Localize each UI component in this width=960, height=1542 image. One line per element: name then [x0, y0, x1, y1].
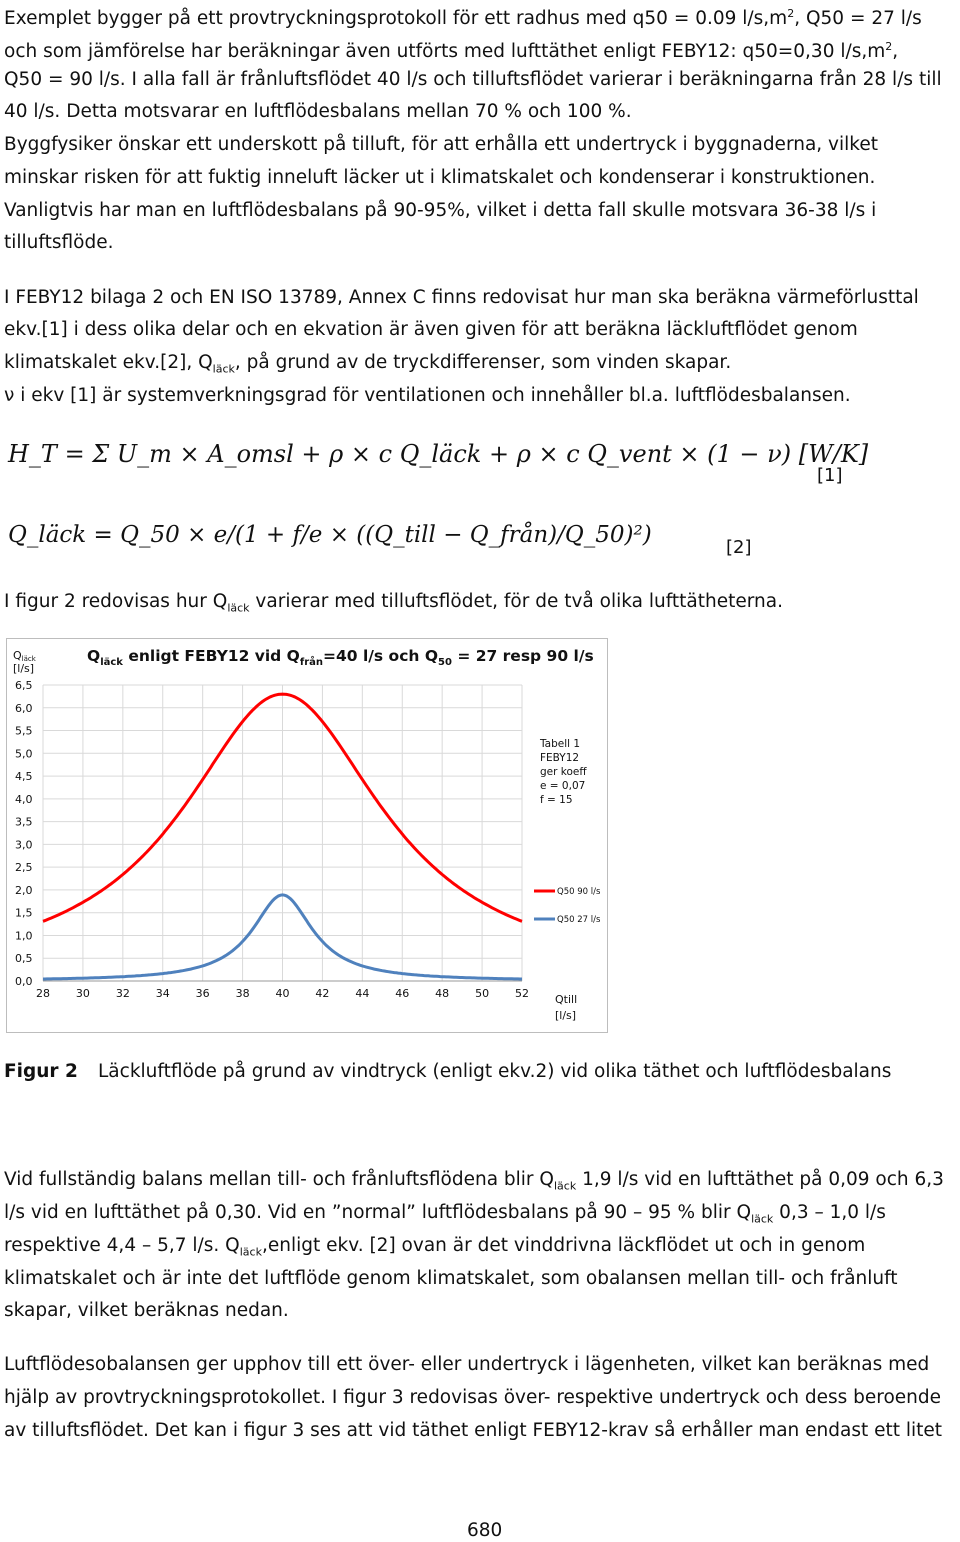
- x-tick-label: 34: [155, 987, 170, 1000]
- paragraph-2-line-3: Vanligtvis har man en luftflödesbalans på 90-95%, vilket i detta fall skulle motsvara 36-38 l/s i: [4, 200, 877, 221]
- text-segment: ,enligt ekv. [2] ovan är det vinddrivna läckflödet ut och in genom: [261, 1235, 866, 1256]
- x-tick-label: 38: [235, 987, 250, 1000]
- text-segment: respektive 4,4 – 5,7 l/s. Q: [4, 1235, 240, 1256]
- legend-label: Q50 27 l/s: [557, 915, 601, 925]
- chart-ticks: [15, 679, 529, 1000]
- subscript: läck: [212, 362, 235, 376]
- chart-grid: [43, 685, 522, 981]
- text-segment: , Q50 = 27 l/s: [794, 8, 922, 30]
- legend-label: Q50 90 l/s: [557, 887, 601, 897]
- paragraph-6-line-3: av tilluftsflödet. Det kan i figur 3 ses att vid täthet enligt FEBY12-krav så erhåller man endast ett litet: [4, 1420, 943, 1441]
- text-segment: och som jämförelse har beräkningar även utförts med lufttäthet enligt FEBY12: q50=0,30 l/s,m: [4, 41, 886, 63]
- paragraph-5-line-4: klimatskalet och är inte det luftflöde genom klimatskalet, som obalansen mellan till- och frånluft: [4, 1268, 898, 1289]
- subscript: läck: [227, 601, 250, 615]
- y-axis-unit: [l/s]: [13, 662, 35, 675]
- chart-title: $Q_{läck}$ enligt FEBY12 vid $Q_{från}=40$ l/s och $Q_{50} = 27$ resp 90 l/s: [87, 647, 594, 668]
- y-tick-label: 4,5: [15, 770, 33, 784]
- y-tick-label: 5,0: [15, 747, 33, 761]
- y-tick-label: 2,5: [15, 861, 33, 875]
- paragraph-3-line-2: ekv.[1] i dess olika delar och en ekvation är även given för att beräkna läckluftflödet genom: [4, 319, 858, 340]
- paragraph-3-line-4: ν i ekv [1] är systemverkningsgrad för ventilationen och innehåller bl.a. luftflödesbalansen.: [4, 385, 851, 406]
- paragraph-1-line-1: [4, 2, 922, 31]
- text-segment: ,: [892, 41, 899, 63]
- equation-1: H_T = Σ U_m × A_omsl + ρ × c Q_läck + ρ × c Q_vent × (1 − ν) [W/K]: [8, 440, 869, 468]
- text-segment: l/s vid en lufttäthet på 0,30. Vid en ”normal” luftflödesbalans på 90 – 95 % blir Q: [4, 1202, 752, 1223]
- text-segment: 0,3 – 1,0 l/s: [773, 1202, 886, 1223]
- x-axis-label: Qtill: [555, 993, 578, 1006]
- annotation-line: ger koeff: [540, 766, 587, 778]
- paragraph-1-line-2: [4, 35, 898, 64]
- figure-caption-label: Figur 2: [4, 1061, 78, 1082]
- x-tick-label: 36: [195, 987, 210, 1000]
- x-axis-unit: [l/s]: [555, 1009, 577, 1022]
- annotation-line: Tabell 1: [540, 738, 581, 750]
- y-tick-label: 6,5: [15, 679, 33, 692]
- x-tick-label: 44: [355, 987, 370, 1000]
- y-tick-label: 5,5: [15, 724, 33, 738]
- text-segment: , på grund av de tryckdifferenser, som vinden skapar.: [234, 352, 732, 373]
- paragraph-5-line-3: [4, 1234, 865, 1265]
- x-tick-label: 48: [435, 987, 450, 1000]
- paragraph-1-line-3: Q50 = 90 l/s. I alla fall är frånluftsflödet 40 l/s och tilluftsflödet varierar i beräkningarna från 28 l/s till: [4, 69, 942, 90]
- paragraph-1-line-4: 40 l/s. Detta motsvarar en luftflödesbalans mellan 70 % och 100 %.: [4, 101, 632, 122]
- x-tick-label: 52: [515, 987, 529, 1000]
- x-tick-label: 50: [475, 987, 490, 1000]
- superscript: 2: [885, 40, 893, 53]
- paragraph-5-line-1: [4, 1168, 944, 1199]
- y-tick-label: 1,5: [15, 906, 33, 920]
- page-number: 680: [467, 1520, 503, 1541]
- y-tick-label: 1,0: [15, 929, 33, 943]
- equation-1-number: [1]: [817, 465, 843, 486]
- x-tick-label: 46: [395, 987, 410, 1000]
- figure-caption-text: Läckluftflöde på grund av vindtryck (enligt ekv.2) vid olika täthet och luftflödesbalans: [98, 1061, 892, 1082]
- superscript: 2: [787, 7, 795, 20]
- annotation-line: e = 0,07: [540, 780, 586, 792]
- subscript: läck: [239, 1245, 262, 1259]
- annotation-line: FEBY12: [540, 752, 580, 764]
- subscript: läck: [553, 1179, 577, 1193]
- text-segment: Vid fullständig balans mellan till- och frånluftsflödena blir Q: [4, 1169, 554, 1190]
- y-tick-label: 6,0: [15, 701, 33, 715]
- text-segment: varierar med tilluftsflödet, för de två olika lufttätheterna.: [249, 591, 783, 612]
- y-tick-label: 3,0: [15, 838, 33, 852]
- figure-2-chart: [6, 638, 608, 1033]
- chart-annotation: [539, 738, 587, 806]
- y-tick-label: 0,5: [15, 952, 33, 966]
- chart-legend: [534, 887, 601, 925]
- equation-2-number: [2]: [726, 537, 752, 558]
- paragraph-3-line-3: [4, 351, 731, 382]
- x-tick-label: 40: [275, 987, 290, 1000]
- paragraph-2-line-4: tilluftsflöde.: [4, 232, 114, 253]
- text-segment: 1,9 l/s vid en lufttäthet på 0,09 och 6,3: [576, 1169, 944, 1190]
- x-tick-label: 32: [115, 987, 130, 1000]
- subscript: läck: [751, 1212, 774, 1226]
- y-axis-label: Qläck: [13, 649, 36, 663]
- equation-2: Q_läck = Q_50 × e/(1 + f/e × ((Q_till − Q_från)/Q_50)²): [8, 522, 652, 548]
- annotation-line: f = 15: [540, 794, 573, 806]
- x-tick-label: 28: [36, 987, 50, 1000]
- y-tick-label: 4,0: [15, 792, 33, 806]
- y-tick-label: 2,0: [15, 883, 33, 897]
- paragraph-2-line-2: minskar risken för att fuktig inneluft läcker ut i klimatskalet och kondenserar i konstruktionen.: [4, 167, 876, 188]
- chart-svg: [7, 639, 607, 1032]
- text-segment: I figur 2 redovisas hur Q: [4, 591, 228, 612]
- paragraph-4: [4, 590, 783, 621]
- text-segment: Exemplet bygger på ett provtryckningsprotokoll för ett radhus med q50 = 0.09 l/s,m: [4, 8, 788, 30]
- text-segment: klimatskalet ekv.[2], Q: [4, 352, 213, 373]
- paragraph-2-line-1: Byggfysiker önskar ett underskott på tilluft, för att erhålla ett undertryck i byggnaderna, vilket: [4, 134, 878, 155]
- y-tick-label: 3,5: [15, 815, 33, 829]
- paragraph-5-line-5: skapar, vilket beräknas nedan.: [4, 1300, 289, 1321]
- x-tick-label: 42: [315, 987, 330, 1000]
- paragraph-6-line-1: Luftflödesobalansen ger upphov till ett över- eller undertryck i lägenheten, vilket kan beräknas med: [4, 1354, 930, 1375]
- paragraph-5-line-2: [4, 1201, 886, 1232]
- x-tick-label: 30: [75, 987, 90, 1000]
- paragraph-6-line-2: hjälp av provtryckningsprotokollet. I figur 3 redovisas över- respektive undertryck och dess beroende: [4, 1387, 942, 1408]
- paragraph-3-line-1: I FEBY12 bilaga 2 och EN ISO 13789, Annex C finns redovisat hur man ska beräkna värmeförlusttal: [4, 287, 919, 308]
- y-tick-label: 0,0: [15, 975, 33, 988]
